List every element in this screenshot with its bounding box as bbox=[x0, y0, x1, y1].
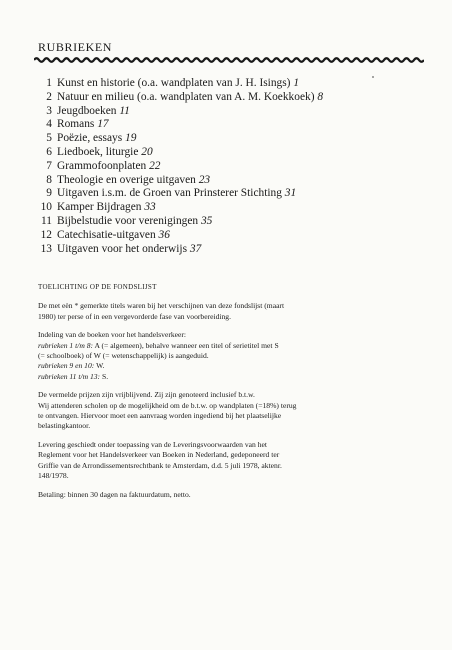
section-number: 3 bbox=[46, 104, 52, 117]
section-entry bbox=[57, 132, 136, 146]
notes-heading: TOELICHTING OP DE FONDSLIJST bbox=[38, 283, 157, 291]
notes-paragraph-delivery bbox=[38, 440, 418, 482]
section-item bbox=[38, 105, 428, 119]
section-number: 2 bbox=[46, 90, 52, 103]
section-entry bbox=[57, 105, 130, 119]
section-number: 8 bbox=[46, 173, 52, 186]
section-item bbox=[38, 201, 428, 215]
section-item bbox=[38, 187, 428, 201]
notes-paragraph-payment bbox=[38, 490, 418, 500]
section-page-number: 36 bbox=[158, 228, 170, 241]
section-entry bbox=[57, 77, 299, 91]
section-number: 9 bbox=[46, 187, 52, 200]
section-entry bbox=[57, 146, 153, 160]
section-title: Jeugdboeken bbox=[57, 104, 117, 117]
section-entry bbox=[57, 160, 160, 174]
section-page-number: 11 bbox=[119, 104, 130, 117]
classification-label: rubrieken 11 t/m 13: bbox=[38, 371, 101, 381]
section-page-number: 22 bbox=[149, 159, 161, 172]
notes-paragraph-classification bbox=[38, 330, 418, 382]
section-title: Uitgaven voor het onderwijs bbox=[57, 242, 188, 255]
section-page-number: 23 bbox=[198, 173, 211, 186]
text-line: Indeling van de boeken voor het handelsverkeer: bbox=[38, 330, 187, 340]
text-line: 1980) ter perse of in een vergevorderde fase van voorbereiding. bbox=[38, 311, 231, 321]
section-entry bbox=[57, 118, 109, 132]
section-number: 6 bbox=[46, 145, 52, 158]
section-number: 7 bbox=[46, 159, 52, 172]
text-line: Griffie van de Arrondissementsrechtbank te Amsterdam, d.d. 5 juli 1978, aktenr. bbox=[38, 460, 282, 470]
section-title: Bijbelstudie voor verenigingen bbox=[57, 214, 199, 227]
section-page-number: 8 bbox=[317, 90, 324, 103]
text-line: 148/1978. bbox=[38, 471, 69, 481]
text-line: De met eèn * gemerkte titels waren bij het verschijnen van deze fondslijst (maart bbox=[38, 301, 285, 311]
page-title: RUBRIEKEN bbox=[38, 40, 113, 54]
section-page-number: 31 bbox=[284, 187, 297, 200]
classification-line bbox=[38, 341, 418, 351]
section-entry bbox=[57, 91, 323, 105]
section-title: Uitgaven i.s.m. de Groen van Prinsterer Stichting bbox=[57, 187, 282, 200]
section-number: 5 bbox=[46, 132, 52, 145]
notes-paragraph-asterisk bbox=[38, 301, 418, 322]
text-line: De vermelde prijzen zijn vrijblijvend. Zij zijn genoteerd inclusief b.t.w. bbox=[38, 390, 255, 400]
section-item bbox=[38, 229, 428, 243]
text-line: Levering geschiedt onder toepassing van de Leveringsvoorwaarden van het bbox=[38, 439, 267, 449]
section-item bbox=[38, 174, 428, 188]
classification-label: rubrieken 9 en 10: bbox=[38, 361, 95, 371]
section-number: 11 bbox=[41, 214, 52, 227]
section-page-number: 35 bbox=[200, 214, 213, 227]
section-item bbox=[38, 160, 428, 174]
speck-mark bbox=[372, 76, 374, 78]
notes-section bbox=[38, 282, 418, 508]
classification-text: S. bbox=[100, 371, 109, 381]
section-title: Kamper Bijdragen bbox=[57, 201, 142, 214]
notes-paragraph-prices bbox=[38, 390, 418, 432]
section-item bbox=[38, 77, 428, 91]
text-line: Reglement voor het Handelsverkeer van Boeken in Nederland, gedeponeerd ter bbox=[38, 450, 280, 460]
classification-label: rubrieken 1 t/m 8: bbox=[38, 340, 94, 350]
section-title: Poëzie, essays bbox=[57, 132, 123, 145]
classification-line bbox=[38, 361, 418, 371]
section-title: Romans bbox=[57, 118, 95, 131]
section-number: 1 bbox=[46, 77, 52, 89]
section-list bbox=[38, 77, 428, 256]
section-title: Liedboek, liturgie bbox=[57, 145, 139, 158]
section-item bbox=[38, 146, 428, 160]
section-number: 13 bbox=[40, 242, 52, 255]
section-page-number: 20 bbox=[141, 145, 153, 158]
text-line: Betaling: binnen 30 dagen na faktuurdatum, netto. bbox=[38, 489, 191, 499]
section-entry bbox=[57, 243, 201, 257]
section-page-number: 19 bbox=[125, 132, 137, 145]
section-entry bbox=[57, 201, 156, 215]
section-item bbox=[38, 132, 428, 146]
section-page-number: 1 bbox=[293, 77, 300, 89]
section-entry bbox=[57, 174, 210, 188]
text-line: belastingkantoor. bbox=[38, 421, 91, 431]
section-number: 10 bbox=[40, 201, 52, 214]
text-line: te ontvangen. Hiervoor moet een aanvraag worden ingediend bij het plaatselijke bbox=[38, 411, 282, 421]
section-title: Kunst en historie (o.a. wandplaten van J. H. Isings) bbox=[57, 77, 291, 89]
text-line: (= schoolboek) of W (= wetenschappelijk) is aangeduid. bbox=[38, 351, 209, 361]
section-page-number: 17 bbox=[97, 118, 109, 131]
section-number: 4 bbox=[46, 118, 52, 131]
classification-text: W. bbox=[94, 361, 105, 371]
section-page-number: 33 bbox=[144, 201, 156, 214]
section-item bbox=[38, 243, 428, 257]
wavy-divider bbox=[34, 55, 424, 65]
section-item bbox=[38, 118, 428, 132]
section-entry bbox=[57, 215, 212, 229]
section-entry bbox=[57, 229, 170, 243]
section-page-number: 37 bbox=[189, 242, 202, 255]
section-title: Natuur en milieu (o.a. wandplaten van A. M. Koekkoek) bbox=[57, 90, 315, 103]
classification-line bbox=[38, 372, 418, 382]
section-number: 12 bbox=[40, 228, 52, 241]
section-title: Grammofoonplaten bbox=[57, 159, 147, 172]
section-item bbox=[38, 91, 428, 105]
classification-text: A (= algemeen), behalve wanneer een titel of serietitel met S bbox=[93, 340, 279, 350]
section-item bbox=[38, 215, 428, 229]
section-title: Theologie en overige uitgaven bbox=[57, 173, 196, 186]
text-line: Wij attenderen scholen op de mogelijkheid om de b.t.w. op wandplaten (=18%) terug bbox=[38, 400, 297, 410]
section-title: Catechisatie-uitgaven bbox=[57, 228, 156, 241]
section-entry bbox=[57, 187, 296, 201]
